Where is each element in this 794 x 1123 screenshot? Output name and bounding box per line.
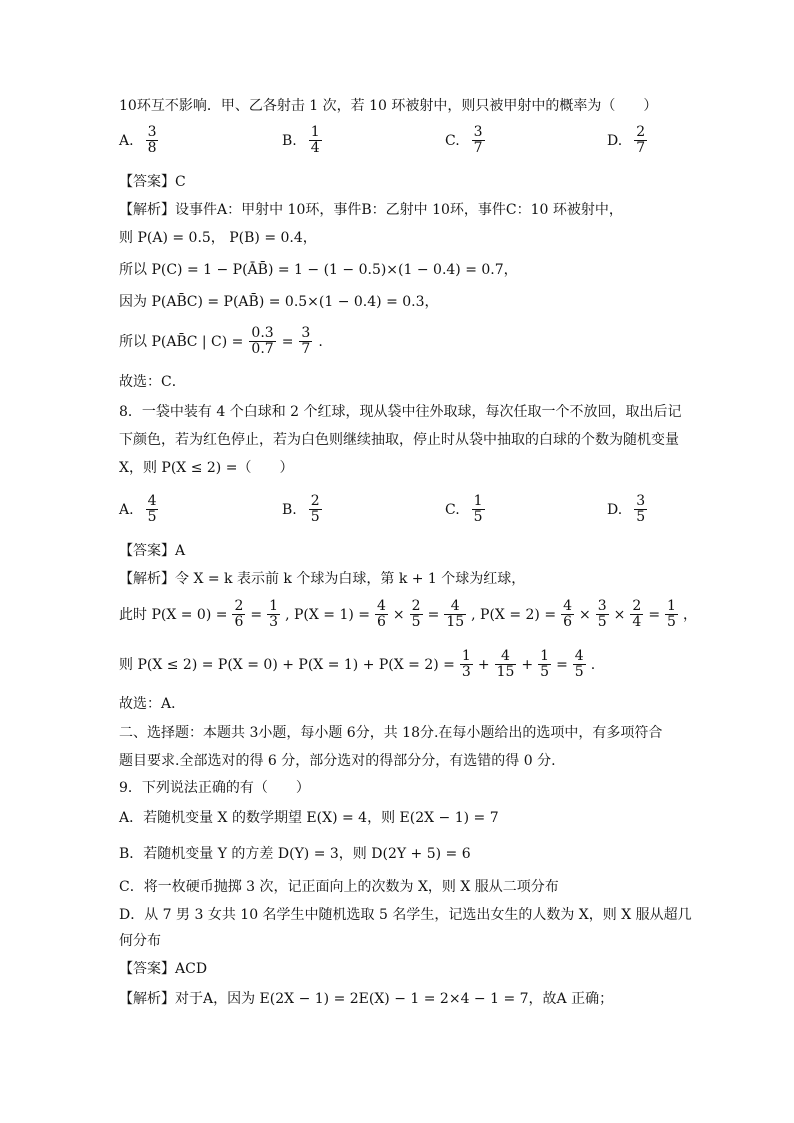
option-label: D. xyxy=(607,501,623,518)
formula-text: = xyxy=(281,333,294,350)
q8-answer: 【答案】A xyxy=(119,543,186,559)
q9-option-d-line: D．从 7 男 3 女共 10 名学生中随机选取 5 名学生，记选出女生的人数为 X，则 X 服从超几 xyxy=(119,907,692,923)
q8-stem-line: 8．一袋中装有 4 个白球和 2 个红球，现从袋中往外取球，每次任取一个不放回，取出后记 xyxy=(119,404,682,420)
q9-option-b: B．若随机变量 Y 的方差 D(Y) = 3，则 D(2Y + 5) = 6 xyxy=(119,846,471,862)
fraction: $\frac{2}{4}$ xyxy=(632,598,642,630)
option-label: A. xyxy=(119,501,134,518)
q7-solution-line xyxy=(119,326,323,357)
section-heading-line: 题目要求.全部选对的得 6 分，部分选对的得部分分，有选错的得 0 分. xyxy=(119,753,556,769)
q8-option-b xyxy=(282,494,324,525)
fraction: $\frac{3}{7}$ xyxy=(301,325,311,357)
q9-answer: 【答案】ACD xyxy=(119,961,208,977)
q7-option-c xyxy=(445,125,487,156)
q8-stem-line: X，则 P(X ≤ 2) =（ ） xyxy=(119,460,294,476)
q7-solution-line: 【解析】设事件A：甲射中 10环，事件B：乙射中 10环，事件C：10 环被射中， xyxy=(119,202,623,218)
formula-text: , P(X = 2) = xyxy=(471,606,557,623)
formula-text: 所以 P(AB̄C | C) = xyxy=(119,333,244,350)
fraction: $\frac{1}{5}$ xyxy=(667,598,676,630)
option-fraction: $\frac{4}{5}$ xyxy=(147,493,157,525)
option-label: D. xyxy=(607,132,623,149)
q8-option-c xyxy=(445,494,487,525)
q7-stem: 10环互不影响．甲、乙各射击 1 次，若 10 环被射中，则只被甲射中的概率为（ ） xyxy=(119,98,658,114)
fraction: $\frac{1}{5}$ xyxy=(540,648,550,680)
q8-solution-line: 此时 P(X = 0) = $\frac{2}{6}$ = $\frac{1}{3}$ , P(X = 1) = $\frac{4}{6}$ × $\frac{2}{5}$ = $\frac{4}{15}$ , P(X = 2) = $\frac{4}{6}$ × $\frac{3}{5}$ × $\frac{2}{4}$ = $\frac{1}{5}$ ， xyxy=(119,598,697,630)
q9-option-d-line: 何分布 xyxy=(119,933,161,949)
option-fraction: $\frac{2}{5}$ xyxy=(310,493,320,525)
q9-stem: 9．下列说法正确的有（ ） xyxy=(119,780,310,796)
fraction: $\frac{3}{5}$ xyxy=(597,598,607,630)
option-fraction: $\frac{2}{7}$ xyxy=(636,124,646,156)
q8-solution-line: 【解析】令 X = k 表示前 k 个球为白球，第 k + 1 个球为红球， xyxy=(119,571,526,587)
formula-text: . xyxy=(318,333,323,350)
formula-text: ， xyxy=(682,606,697,623)
option-label: C. xyxy=(445,132,460,149)
q9-solution-line: 【解析】对于A，因为 E(2X − 1) = 2E(X) − 1 = 2×4 − 1 = 7，故A 正确； xyxy=(119,991,614,1007)
option-fraction: $\frac{1}{5}$ xyxy=(473,493,483,525)
fraction: $\frac{1}{3}$ xyxy=(461,648,471,680)
fraction: $\frac{4}{15}$ xyxy=(496,648,515,680)
fraction: $\frac{4}{15}$ xyxy=(446,598,465,630)
q7-choose: 故选：C． xyxy=(119,374,186,390)
formula-text: 此时 P(X = 0) = xyxy=(119,606,228,623)
q8-option-a xyxy=(119,494,160,525)
q7-solution-line: 因为 P(AB̄C) = P(AB̄) = 0.5×(1 − 0.4) = 0.3， xyxy=(119,294,439,310)
option-fraction: $\frac{1}{4}$ xyxy=(310,124,320,156)
option-label: C. xyxy=(445,501,460,518)
option-label: B. xyxy=(282,501,297,518)
q8-stem-line: 下颜色，若为红色停止，若为白色则继续抽取，停止时从袋中抽取的白球的个数为随机变量 xyxy=(119,432,679,448)
q8-choose: 故选：A． xyxy=(119,696,186,712)
fraction: $\frac{4}{6}$ xyxy=(377,598,386,630)
option-fraction: $\frac{3}{8}$ xyxy=(147,124,157,156)
q8-option-d xyxy=(607,494,649,525)
q7-option-a xyxy=(119,125,160,156)
q7-solution-line: 所以 P(C) = 1 − P(ĀB̄) = 1 − (1 − 0.5)×(1 − 0.4) = 0.7， xyxy=(119,262,518,278)
q7-option-b xyxy=(282,125,324,156)
formula-text: 则 P(X ≤ 2) = P(X = 0) + P(X = 1) + P(X = 2) = xyxy=(119,656,455,673)
section-heading-line: 二、选择题：本题共 3小题，每小题 6分，共 18分.在每小题给出的选项中，有多项符合 xyxy=(119,725,663,741)
fraction: $\frac{2}{6}$ xyxy=(234,598,244,630)
q8-solution-line: 则 P(X ≤ 2) = P(X = 0) + P(X = 1) + P(X = 2) = $\frac{1}{3}$ + $\frac{4}{15}$ + $\frac{1}{5}$ = $\frac{4}{5}$ . xyxy=(119,648,596,680)
q7-solution-line: 则 P(A) = 0.5， P(B) = 0.4， xyxy=(119,230,317,246)
formula-text: . xyxy=(590,656,596,673)
option-label: A. xyxy=(119,132,134,149)
option-fraction: $\frac{3}{5}$ xyxy=(636,493,646,525)
option-fraction: $\frac{3}{7}$ xyxy=(473,124,483,156)
fraction: $\frac{1}{3}$ xyxy=(269,598,279,630)
fraction: $\frac{4}{5}$ xyxy=(574,648,584,680)
q7-answer: 【答案】C xyxy=(119,174,186,190)
formula-text: , P(X = 1) = xyxy=(285,606,370,623)
option-label: B. xyxy=(282,132,297,149)
q7-option-d xyxy=(607,125,649,156)
fraction: $\frac{2}{5}$ xyxy=(411,598,421,630)
fraction: $\frac{0.3}{0.7}$ xyxy=(251,325,274,357)
fraction: $\frac{4}{6}$ xyxy=(563,598,572,630)
q9-option-a: A．若随机变量 X 的数学期望 E(X) = 4，则 E(2X − 1) = 7 xyxy=(119,810,499,826)
q9-option-c: C．将一枚硬币抛掷 3 次，记正面向上的次数为 X，则 X 服从二项分布 xyxy=(119,879,559,895)
